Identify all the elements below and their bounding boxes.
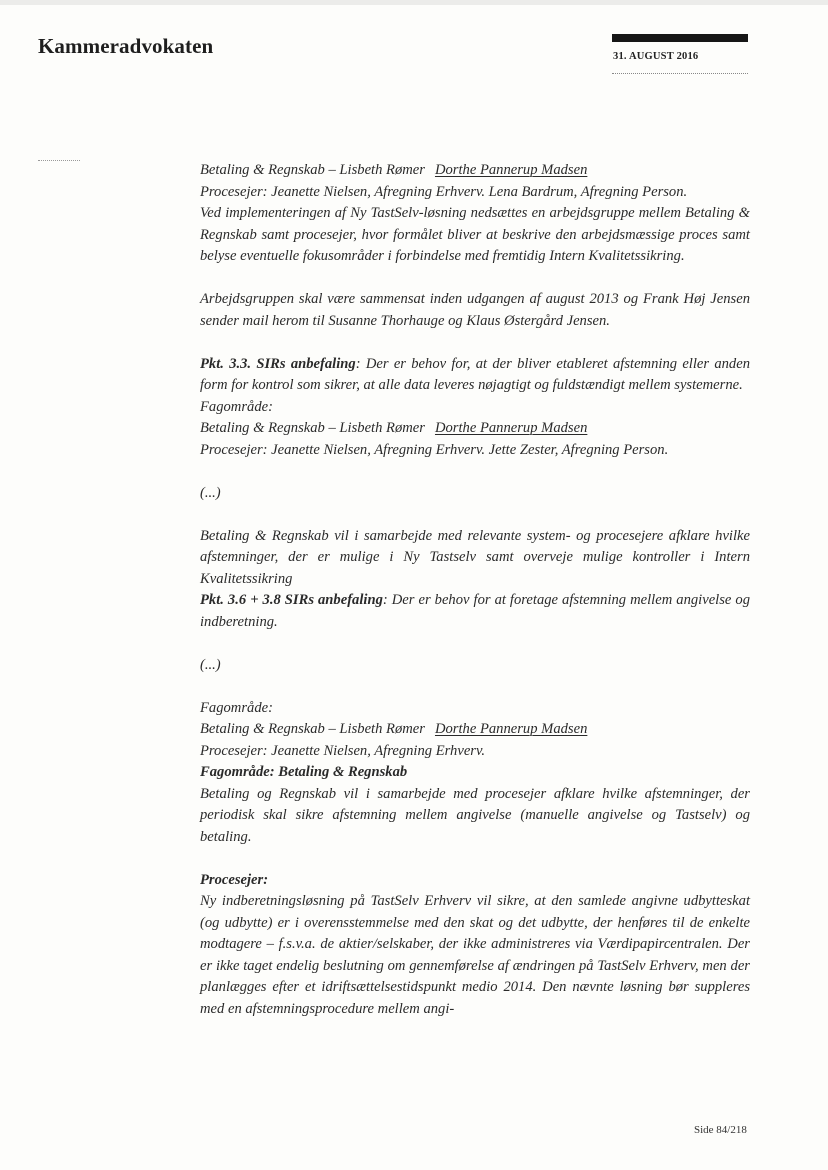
paragraph: Ny indberetningsløsning på TastSelv Erhverv vil sikre, at den samlede angivne udbytteskat (og udbytte) er i overensstemmelse med den skat og det udbytte, der henføres til de enkelte modtagere – f.s.v.a. de aktier/selskaber, der ikke administreres via Værdipapircentralen. Der er ikke taget endelig beslutning om gennemførelse af ændringen på TastSelv Erhverv, men der planlægges efter et idriftsættelsestidspunkt medio 2014. Den nævnte løsning bør suppleres med en afstemningsprocedure mellem angi- [200,893,750,1017]
process-owner-line: Procesejer: Jeanette Nielsen, Afregning Erhverv. [200,742,486,759]
paragraph: Ved implementeringen af Ny TastSelv-løsning nedsættes en arbejdsgruppe mellem Betaling & Regnskab samt procesejer, hvor formålet bliver at beskrive den arbejdsmæssige proces samt belyse eventuelle fokusområder i forbindelse med fremtidig Intern Kvalitetssikring. [200,205,750,264]
paragraph: Betaling og Regnskab vil i samarbejde med procesejer afklare hvilke afstemninger, der periodisk skal sikre afstemning mellem angivelse (manuelle angivelse og Tastselv) og betaling. [200,785,750,845]
area-line [200,418,750,440]
recommendation-text: : Der er behov for at foretage afstemning mellem angivelse og indberetning. [200,592,750,630]
ellipsis: (...) [200,656,221,673]
responsible-name: Dorthe Pannerup Madsen [434,162,588,178]
process-owner-line: Procesejer: Jeanette Nielsen, Afregning Erhverv. Jette Zester, Afregning Person. [200,441,669,458]
margin-rule [38,160,80,161]
process-owner-line: Procesejer: Jeanette Nielsen, Afregning Erhverv. Lena Bardrum, Afregning Person. [200,183,688,200]
page-number: Side 84/218 [694,1124,747,1136]
area-line [200,160,750,182]
page-top-edge [0,0,828,5]
paragraph [200,590,750,633]
ellipsis: (...) [200,484,221,501]
paragraph: Arbejdsgruppen skal være sammensat inden udgangen af august 2013 og Frank Høj Jensen sender mail herom til Susanne Thorhauge og Klaus Østergård Jensen. [200,291,750,329]
area-line [200,719,750,741]
document-body [200,160,750,1020]
date-rule [612,73,748,74]
brand-title: Kammeradvokaten [38,34,214,58]
section-heading: Fagområde: Betaling & Regnskab [200,764,408,780]
paragraph [200,354,750,397]
section-heading: Procesejer: [200,871,269,888]
header-bar [612,34,748,42]
paragraph: Betaling & Regnskab vil i samarbejde med relevante system- og procesejere afklare hvilke afstemninger, der er mulige i Ny Tastselv samt overveje mulige kontroller i Intern Kvalitetssikring [200,527,750,587]
responsible-name: Dorthe Pannerup Madsen [434,721,588,737]
area-label: Betaling & Regnskab – Lisbeth Rømer [200,162,425,178]
recommendation-text: : Der er behov for, at der bliver etableret afstemning eller anden form for kontrol som sikrer, at alle data leveres nøjagtigt og fuldstændigt mellem systemerne. [200,355,750,393]
area-label: Betaling & Regnskab – Lisbeth Rømer [200,420,425,436]
recommendation-heading: Pkt. 3.3. SIRs anbefaling [200,355,356,372]
field-label: Fagområde: [200,398,273,415]
recommendation-heading: Pkt. 3.6 + 3.8 SIRs anbefaling [200,592,383,608]
document-date: 31. AUGUST 2016 [613,51,699,62]
responsible-name: Dorthe Pannerup Madsen [434,420,588,436]
field-label: Fagområde: [200,699,273,716]
area-label: Betaling & Regnskab – Lisbeth Rømer [200,721,425,737]
